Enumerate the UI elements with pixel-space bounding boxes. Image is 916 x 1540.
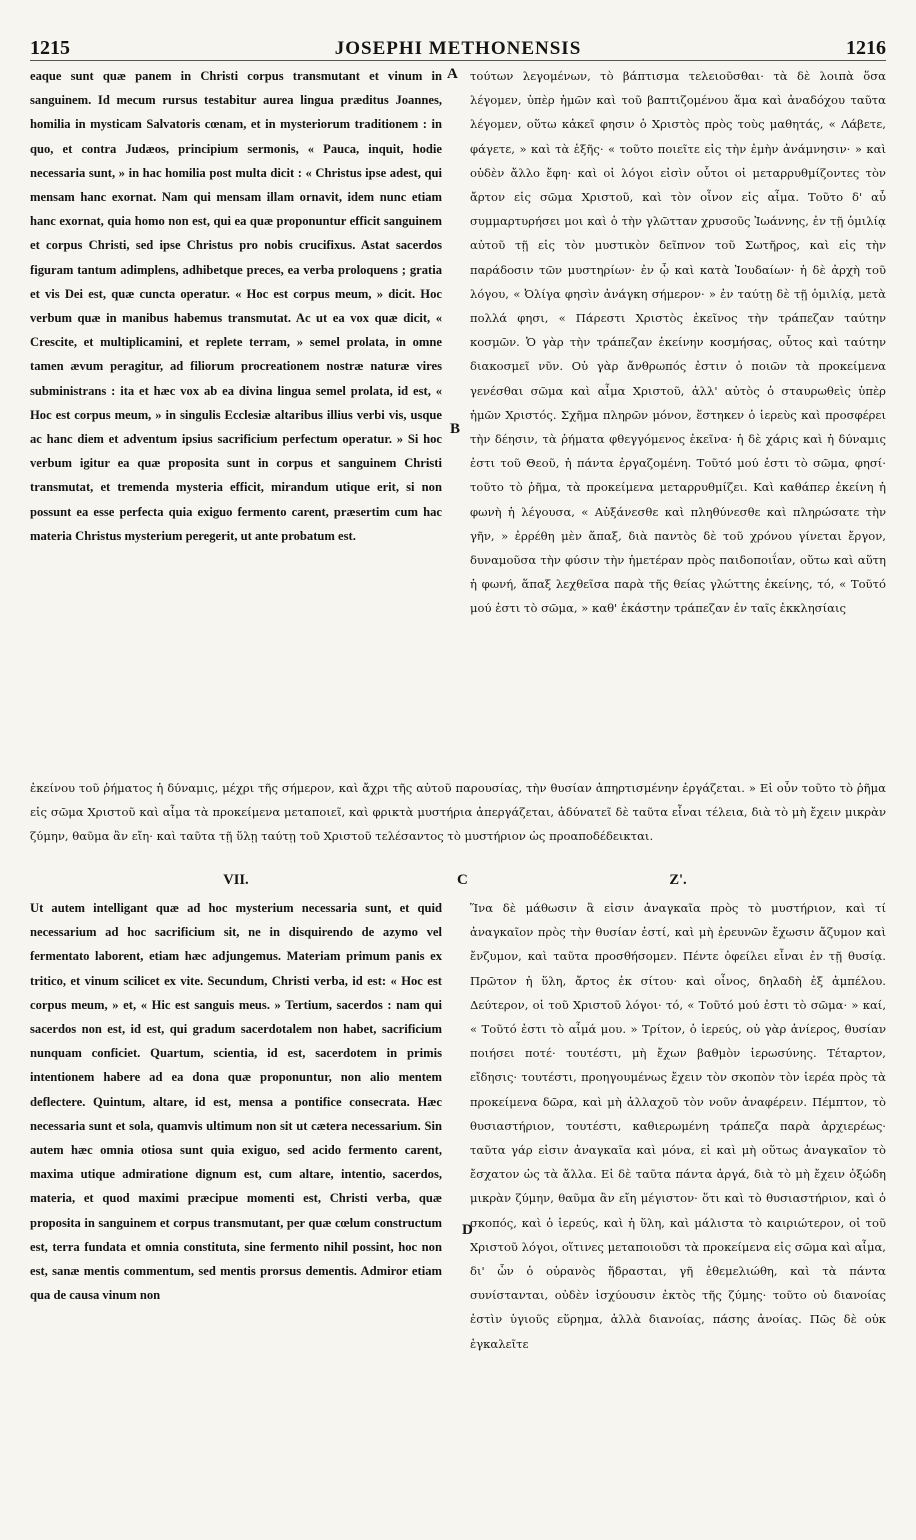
running-title: JOSEPHI METHONENSIS	[334, 38, 582, 59]
greek-column-bottom: Ἵνα δὲ μάθωσιν ἃ εἰσιν ἀναγκαῖα πρὸς τὸ μυστήριον, καὶ τί ἀναγκαῖον πρὸς τὴν θυσίαν ἐστί, καὶ μὴ ἐρευνῶν ἔχωσιν ἄζυμον καὶ ἔνζυμον, καὶ ταῦτα προσθήσομεν. Πέντε ὀφείλει εἶναι ἐν τῇ θυσίᾳ. Πρῶτον ἡ ὕλη, ἄρτος ἐκ σίτου· καὶ οἶνος, δηλαδὴ ἐξ ἀμπέλου. Δεύτερον, οἱ τοῦ Χριστοῦ λόγοι· τό, « Τοῦτό μού ἐστι τὸ σῶμα· » καί, « Τοῦτό ἐστι τὸ αἷμά μου. » Τρίτον, ὁ ἱερεύς, οὐ γὰρ ἀνίερος, θυσίαν ποιήσει ποτέ· τουτέστι, μὴ ἔχων βαθμὸν ἱερωσύνης. Τέταρτον, εἴδησις· τουτέστι, προηγουμένως ἔχειν τὸν σκοπὸν τὸν ἱερέα πρὸς τὰ προκείμενα δῶρα, καὶ μὴ ἀλλαχοῦ τὸν νοῦν ἀναφέρειν. Πέμπτον, τὸ θυσιαστήριον, τουτέστι, καθιερωμένη τράπεζα παρὰ ἀρχιερέως· ταῦτα γάρ εἰσιν ἀναγκαῖα καὶ μόνα, εἰ καὶ μὴ οὕτως ἀναγκαῖον τὸ ἔσχατον ὡς τὰ ἄλλα. Εἰ δὲ ταῦτα πάντα ἀργά, διὰ τὸ μὴ ἔχειν ὀξώδη μικρὰν ζύμην, θαῦμα ἂν εἴη μέγιστον· ὅτι καὶ τὸ θυσιαστήριον, καὶ ὁ σκοπός, καὶ ὁ ἱερεύς, καὶ ἡ ὕλη, καὶ μάλιστα τὸ καιριώτερον, οἱ τοῦ Χριστοῦ λόγοι, οἵτινες μεταποιοῦσι τὰ προκείμενα εἰς σῶμα καὶ αἷμα, δι' ὧν ὁ οὐρανὸς ἥδρασται, γῆ ἐθεμελιώθη, καὶ τὰ πάντα συνίστανται, οὐδὲν ἰσχύουσιν ἐκτὸς τῆς ζύμης· τοῦτο οὐ διανοίας ἐστὶν ὑγιοῦς εὕρημα, ἀλλὰ διανοίας, πάσης ἀνοίας. Πῶς δὲ οὐκ ἐγκαλεῖτε	[470, 901, 886, 1351]
page-number-left: 1215	[30, 37, 70, 59]
full-width-greek-paragraph: ἐκείνου τοῦ ῥήματος ἡ δύναμις, μέχρι τῆς σήμερον, καὶ ἄχρι τῆς αὐτοῦ παρουσίας, τὴν θυσίαν ἀπηρτισμένην ἐργάζεται. » Εἰ οὖν τοῦτο τὸ ῥῆμα εἰς σῶμα Χριστοῦ καὶ αἷμα τὰ προκείμενα μεταποιεῖ, καὶ φρικτὰ μυστήρια ἀπεργάζεται, ἀδύνατεῖ δὲ ταῦτα εἶναι τέλεια, διὰ τὸ μὴ ἔχειν μικρὰν ζύμην, θαῦμα ἂν εἴη· καὶ ταῦτα τῇ ὕλῃ ταύτῃ τοῦ Χριστοῦ τελέσαντος τὸ μυστήριον ὡς προαποδέδεικται.	[30, 781, 886, 844]
margin-letter-c: C	[457, 872, 468, 888]
section-heading-latin: VII.	[223, 872, 249, 888]
page-header	[30, 32, 886, 61]
latin-column-bottom: Ut autem intelligant quæ ad hoc mysterium necessaria sunt, et quid necessarium ad hoc sacrificium sit, ne in disquirendo de azymo vel fermentato laborent, etiam hæc adjungemus. Materiam primum panis ex tritico, et vinum scilicet ex vite. Secundum, Christi verba, id est: « Hoc est corpus meum, » et, « Hic est sanguis meus. » Tertium, sacerdos : nam qui sacerdos non est, id est, qui gradum sacerdotalem non habet, sacrificium nunquam conficiet. Quartum, scientia, id est, sacerdotem in primis intentionem habere ad ea dona quæ proponuntur, non alio mentem deflectere. Quintum, altare, id est, mensa a pontifice consecrata. Hæc necessaria sunt et sola, quamvis ultimum non sit ut cætera necessarium. Sin autem hæc omnia otiosa sunt quia exiguo, sed acido fermento carent, maxima utique admiratione dignum est, cum altare, intentio, sacerdos, materia, et quod maximi præcipue momenti est, Christi verba, quæ proposita in sanguinem et corpus transmutant, per quæ cœlum constructum est, terra fundata et omnia constituta, sine fermento nihil possint, hoc non est, sanæ mentis commentum, sed mentis prorsus dementis. Admiror etiam qua de causa vinum non	[30, 901, 442, 1303]
page-number-right: 1216	[846, 37, 886, 59]
latin-column-top: eaque sunt quæ panem in Christi corpus transmutant et vinum in sanguinem. Id mecum rursus testabitur aurea lingua præditus Joannes, homilia in mysticam Salvatoris cœnam, et in mysteriorum traditionem : in quo, et contra Judæos, principium sermonis, « Pauca, inquit, hodie necessaria sunt, » in hac homilia post multa dicit : « Christus ipse adest, qui mensam hanc exornat. Nam qui mensam illam ornavit, idem nunc etiam hanc exornat, quia homo non est, qui ea quæ proponuntur efficit sanguinem et corpus Christi, sed ipse Christus pro nobis crucifixus. Astat sacerdos figuram tantum adimplens, adhibetque preces, ea verba proloquens ; gratia et vis Dei est, quæ cuncta operatur. « Hoc est corpus meum, » dicit. Hoc verbum quæ in manibus habemus transmutat. Ac ut ea vox quæ dicit, « Crescite, et multiplicamini, et replete terram, » semel prolata, in omne tamen ævum peragitur, ad filiorum procreationem nostræ naturæ vires subministrans : ita et hæc vox ab ea divina lingua semel prolata, id est, « Hoc est corpus meum, » in singulis Ecclesiæ altaribus illius verbi vis, usque ac hanc diem et adventum ipsius sacrificium perfectum operatur. » Si hoc verbum igitur ea quæ proposita sunt in corpus et sanguinem Christi transmutat, et tremenda mysteria efficit, mirandum utique erit, si non possunt ea esse perfecta quia exiguo fermento carent, præsertim cum hac materia Christus mysterium peregerit, ut ante probatum est.	[30, 69, 442, 543]
margin-letter-a: A	[447, 66, 458, 82]
section-heading-greek: Ζ'.	[669, 872, 687, 888]
margin-letter-b: B	[450, 421, 461, 437]
margin-letter-d: D	[462, 1222, 473, 1238]
greek-column-top: τούτων λεγομένων, τὸ βάπτισμα τελειοῦσθαι· τὰ δὲ λοιπὰ ὅσα λέγομεν, ὑπὲρ ἡμῶν καὶ τοῦ βαπτιζομένου ἅμα καὶ ἀναδόχου ταῦτα λέγομεν, οὕτω κἀκεῖ φησιν ὁ Χριστὸς πρὸς τοὺς μαθητάς, « Λάβετε, φάγετε, » καὶ τὰ ἑξῆς· « τοῦτο ποιεῖτε εἰς τὴν ἐμὴν ἀνάμνησιν· » καὶ οὐδὲν ἄλλο ἔφη· καὶ οἱ λόγοι εἰσὶν οὗτοι οἱ μεταρρυθμίζοντες τὸν ἄρτον εἰς σῶμα Χριστοῦ, καὶ τὸν οἶνον εἰς αἷμα. Τοῦτο δ' αὖ συμμαρτυρήσει μοι καὶ ὁ τὴν γλῶτταν χρυσοῦς Ἰωάννης, ἐν τῇ ὁμιλίᾳ αὐτοῦ τῇ εἰς τὸν μυστικὸν δεῖπνον τοῦ Σωτῆρος, καὶ εἰς τὴν παράδοσιν τῶν μυστηρίων· ἐν ᾧ καὶ κατὰ Ἰουδαίων· ἡ δὲ ἀρχὴ τοῦ λόγου, « Ὀλίγα φησὶν ἀνάγκη σήμερον· » ἐν ταύτῃ δὲ τῇ ὁμιλίᾳ, μετὰ πολλά φησι, « Πάρεστι Χριστὸς ἐκεῖνος τὴν τράπεζαν ταύτην κοσμῶν. Ὁ γὰρ τὴν τράπεζαν ἐκείνην κοσμήσας, οὗτος καὶ ταύτην διακοσμεῖ νῦν. Οὐ γὰρ ἄνθρωπός ἐστιν ὁ ποιῶν τὰ προκείμενα γενέσθαι σῶμα καὶ αἷμα Χριστοῦ, ἀλλ' αὐτὸς ὁ σταυρωθεὶς ὑπὲρ ἡμῶν Χριστός. Σχῆμα πληρῶν μόνον, ἕστηκεν ὁ ἱερεὺς καὶ προσφέρει τὴν δέησιν, τὰ ῥήματα φθεγγόμενος ἐκεῖνα· ἡ δὲ χάρις καὶ ἡ δύναμις ἐστι τοῦ Θεοῦ, ἡ πάντα ἐργαζομένη. Τοῦτό μού ἐστι τὸ σῶμα, φησί· τοῦτο τὸ ῥῆμα, τὰ προκείμενα μεταρρυθμίζει. Καὶ καθάπερ ἐκείνη ἡ φωνὴ ἡ λέγουσα, « Αὐξάνεσθε καὶ πληθύνεσθε καὶ πληρώσατε τὴν γῆν, » ἐρρέθη μὲν ἅπαξ, διὰ παντὸς δὲ τοῦ χρόνου γίνεται ἔργον, δυναμοῦσα τὴν φύσιν τὴν ἡμετέραν πρὸς παιδοποιΐαν, οὕτω καὶ αὕτη ἡ φωνή, ἅπαξ λεχθεῖσα παρὰ τῆς θείας γλώττης ἐκείνης, τό, « Τοῦτό μού ἐστι τὸ σῶμα, » καθ' ἑκάστην τράπεζαν ἐν ταῖς ἐκκλησίαις	[470, 69, 886, 616]
